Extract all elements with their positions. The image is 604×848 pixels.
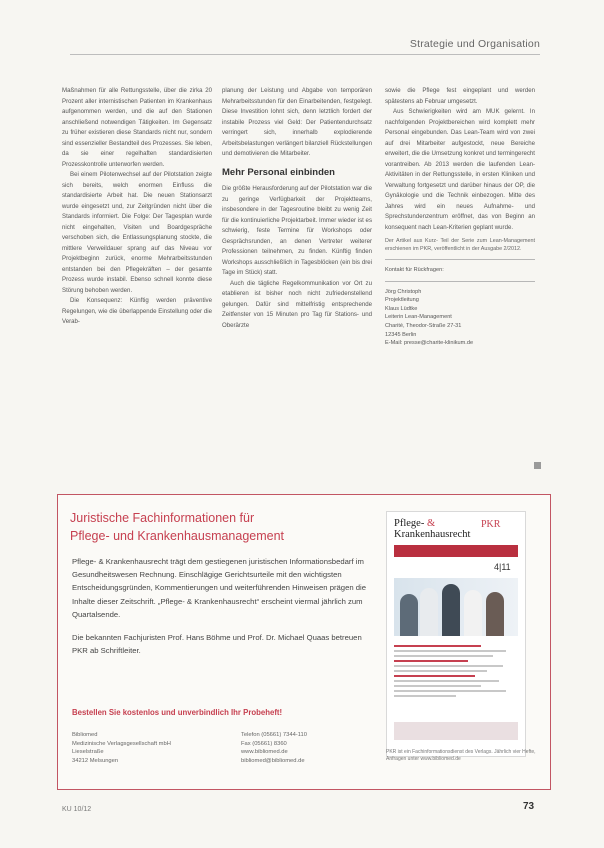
paragraph: Aus Schwierigkeiten wird am MUK gelernt. In nachfolgenden Projektbereichen wird komplett mehr Personal eingebunden. Das Lean-Team wird von zwei auf drei Mitarbeiter aufgestockt, neue Bereiche erweitert, die die Umsetzung konkret und termingerecht vorantreiben. Ab 2013 werden die laufenden Lean-Aktivitäten in der Rettungsstelle, in ersten Kliniken und Verwaltung fortgesetzt und darüber hinaus der OP, die Gynäkologie und die Technik einbezogen. Mitte des Jahres wird ein neues Aufnahme- und Sprechstundenzentrum eröffnet, das von Beginn an konsequent nach Lean-Kriterien geplant wurde. xyxy=(385,108,535,231)
fax: Fax (05661) 8360 xyxy=(241,740,287,747)
cover-photo xyxy=(394,578,518,636)
person-figure xyxy=(442,584,460,636)
cover-caption: PKR ist ein Fachinformationsdienst des Verlags. Jährlich vier Hefte, Anfragen unter www.bibliomed.de xyxy=(386,749,536,763)
cover-issue-number: 4|11 xyxy=(494,562,511,572)
paragraph: Die größte Herausforderung auf der Pilotstation war die zu geringe Verfügbarkeit der Projektteams, insbesondere in der Tagesroutine bleibt zu wenig Zeit für die kontinuierliche Projektarbeit. Immer wieder ist es schwierig, feste Termine für Workshops oder Gesprächsrunden, an denen Vertreter weiterer Professionen teilnehmen, zu finden. Künftig finden Workshops ausschließlich in Tagesblöcken (ein bis drei Tage im Stück) statt. xyxy=(222,185,372,276)
contact-line: Klaus Lüdtke xyxy=(385,305,418,312)
contact-intro: Kontakt für Rückfragen: xyxy=(385,267,444,273)
person-figure xyxy=(486,592,504,636)
paragraph: Auch die tägliche Regelkommunikation vor Ort zu etablieren ist bisher noch nicht zufriedenstellend gelungen. Dafür sind mittelfristig entsprechende Zeitfenster von 15 Minuten pro Tag für Stations- und Oberärzte xyxy=(222,279,372,329)
header-divider xyxy=(70,54,540,55)
cover-contents xyxy=(394,645,518,700)
ad-paragraph: Die bekannten Fachjuristen Prof. Hans Böhme und Prof. Dr. Michael Quaas betreuen PKR ab Schriftleiter. xyxy=(72,633,362,656)
article-note: Der Artikel aus Kurz- Teil der Serie zum Lean-Management erschienen im PKR, veröffentlicht in der Ausgabe 2/2012. xyxy=(385,238,535,252)
article-column-3 xyxy=(385,86,535,348)
address-line: 34212 Melsungen xyxy=(72,757,119,764)
page-number: 73 xyxy=(523,801,535,812)
paragraph: planung der Leistung und Abgabe von temporären Mehrarbeitsstunden für den Einarbeitenden, festgelegt. Diese Investition lohnt sich, denn letztlich fordert der instabile Prozess viel Geld: Der Patientendurchsatz verringert sich, innerhalb explodierende Arbeitsbelastungen verlängert bilanziell Rückstellungen und demotivieren die Mitarbeiter. xyxy=(222,87,372,157)
ad-body xyxy=(72,555,372,667)
order-cta[interactable]: Bestellen Sie kostenlos und unverbindlich Ihr Probeheft! xyxy=(72,708,283,717)
cover-pkr-mark: PKR xyxy=(481,519,501,530)
person-figure xyxy=(400,594,418,636)
magazine-cover xyxy=(386,511,526,757)
cover-logo-ampersand: & xyxy=(426,518,436,529)
paragraph: sowie die Pflege fest eingeplant und werden spätestens ab Februar umgesetzt. xyxy=(385,87,535,105)
section-title: Strategie und Organisation xyxy=(409,38,540,50)
ad-title xyxy=(70,509,370,545)
end-marker-square xyxy=(534,462,541,469)
address-line: Bibliomed xyxy=(72,732,98,738)
address-line: Medizinische Verlagsgesellschaft mbH xyxy=(72,740,171,747)
contact-line: Leiterin Lean-Management xyxy=(385,314,452,321)
paragraph: Die Konsequenz: Künftig werden präventive Regelungen, wie die überlappende Einstellung oder die Verab- xyxy=(62,297,212,325)
email-link[interactable]: bibliomed@bibliomed.de xyxy=(241,757,305,764)
divider xyxy=(385,281,535,282)
ad-title-line: Pflege- und Krankenhausmanagement xyxy=(70,529,285,543)
paragraph: Maßnahmen für alle Rettungsstelle, über die zirka 20 Prozent aller internistischen Patienten im Krankenhaus aufgenommen werden, und die auf den Stationen anschließend notwendigen Tätigkeiten. Im Gegensatz zu früher existieren diese Standards nicht nur, sondern sind essenzieller Bestandteil des Prozesses. Sie leben, da sie einer regelhaften standardisierten Prozesskontrolle unterworfen werden. xyxy=(62,87,212,168)
cover-logo-text: Pflege- xyxy=(394,518,425,529)
publisher-contact xyxy=(241,731,371,765)
cover-footer-band xyxy=(394,722,518,740)
person-figure xyxy=(420,588,438,636)
contact-line: Jörg Christoph xyxy=(385,288,422,295)
section-heading: Mehr Personal einbinden xyxy=(222,166,335,178)
phone: Telefon (05661) 7344-110 xyxy=(241,732,307,738)
address-line: Lieselstraße xyxy=(72,749,104,755)
contact-line: Charité, Theodor-Straße 27-31 xyxy=(385,322,462,329)
advertisement-box xyxy=(57,494,551,790)
website-link[interactable]: www.bibliomed.de xyxy=(241,749,288,755)
issue-label: KU 10/12 xyxy=(62,806,92,813)
publisher-address xyxy=(72,731,207,765)
article-column-2 xyxy=(222,86,372,331)
article-column-1 xyxy=(62,86,212,328)
paragraph: Bei einem Pilotenwechsel auf der Pilotstation zeigte sich bereits, welch enormen Einfluss die standardisierte Arbeit hat. Die neuen Stationsarzt wurde eingesetzt und, zur Zeitgründen nicht über die Standards informiert. Die Folge: Der Tagesplan wurde nicht eingehalten, Visiten und Boardgespräche verschoben sich, die Entlassungsplanung stockte, die mittlere Verweildauer sprang auf das Niveau vor Projektbeginn zurück, enorme Mehrarbeitsstunden entstanden bei den Pflegekräften – der gesamte Prozess wurde instabil. Ebenso schnell konnte diese Störung behoben werden. xyxy=(62,171,212,294)
person-figure xyxy=(464,590,482,636)
contact-email[interactable]: E-Mail: presse@charite-klinikum.de xyxy=(385,340,474,347)
ad-title-line: Juristische Fachinformationen für xyxy=(70,511,255,525)
cover-logo xyxy=(394,518,470,540)
cover-logo-text: Krankenhausrecht xyxy=(394,529,471,540)
ad-paragraph: Pflege- & Krankenhausrecht trägt dem gestiegenen juristischen Informationsbedarf im Gesundheitswesen Rechnung. Einschlägige Gerichtsurteile mit den wichtigsten Entscheidungsgründen, Kommentierungen und weiterführenden Hinweisen prägen die Inhalte dieser Zeitschrift. „Pflege- & Krankenhausrecht“ erscheint viermal jährlich zum Quartalsende. xyxy=(72,557,367,619)
divider xyxy=(385,259,535,260)
contact-line: 12345 Berlin xyxy=(385,331,417,338)
contact-line: Projektleitung xyxy=(385,297,419,304)
cover-red-band xyxy=(394,545,518,557)
